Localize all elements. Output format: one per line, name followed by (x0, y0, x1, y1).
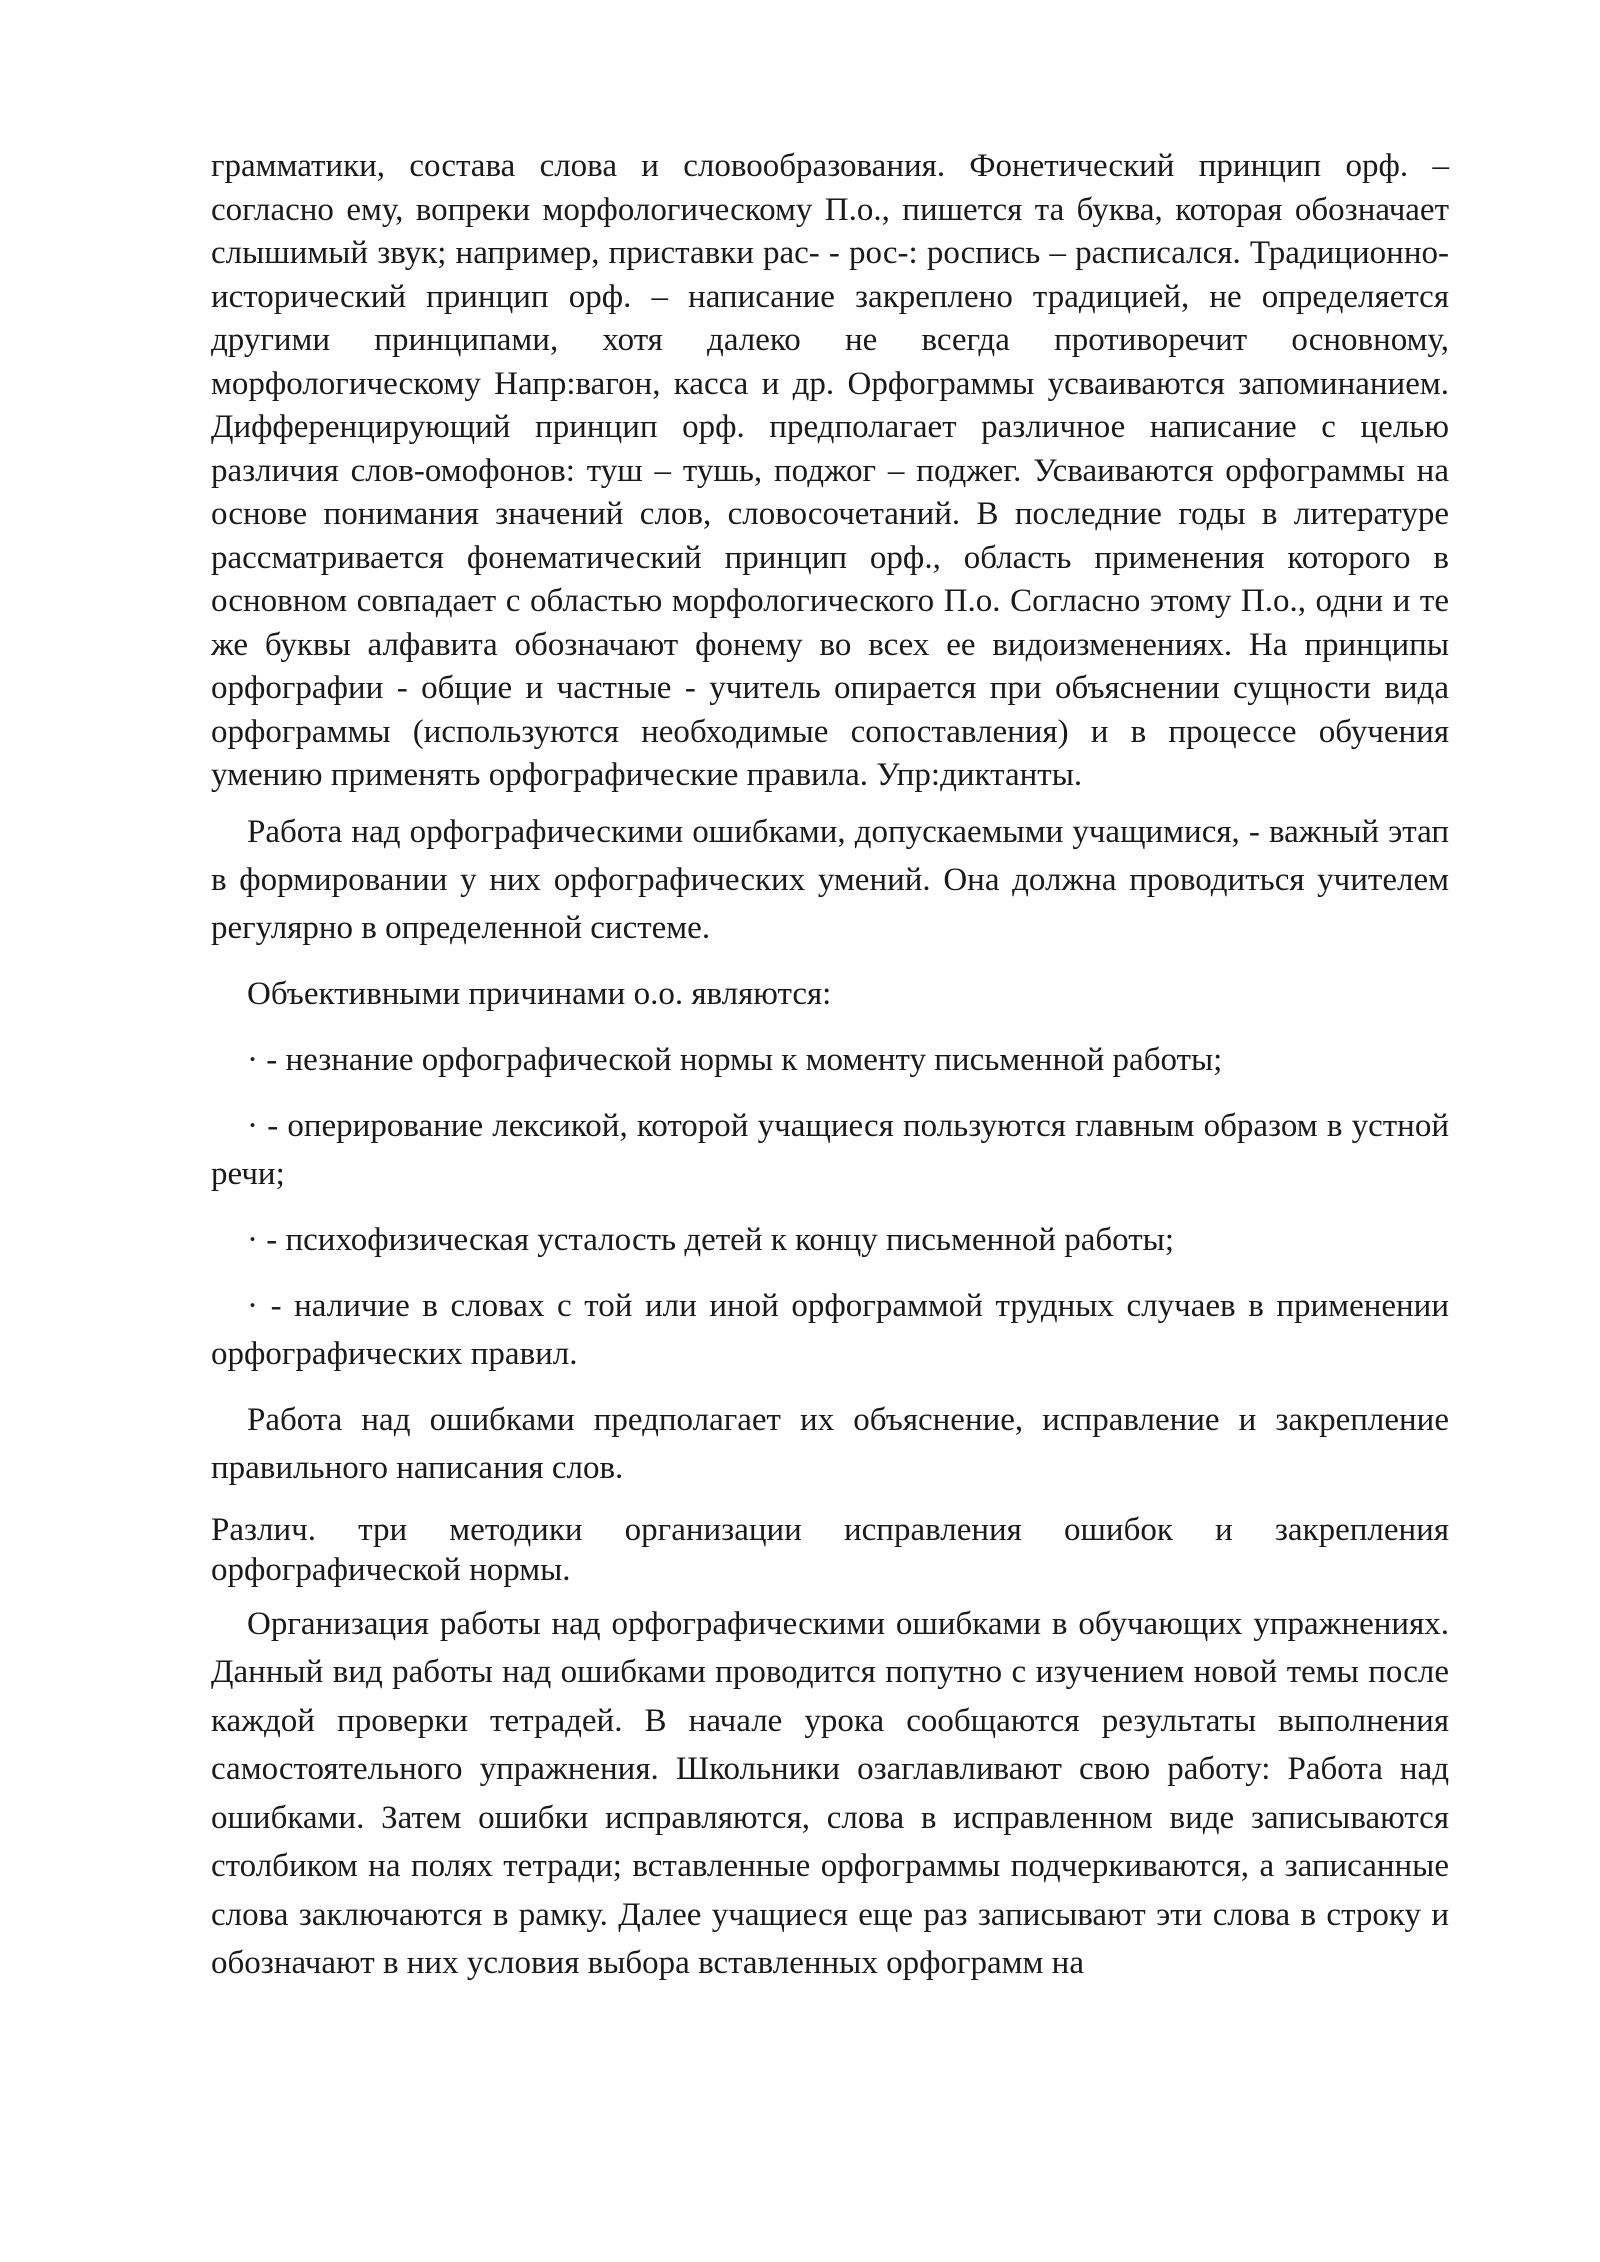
list-item-cause-1: · - незнание орфографической нормы к моменту письменной работы; (247, 1041, 1223, 1078)
list-item-cause-3: · - психофизическая усталость детей к концу письменной работы; (247, 1221, 1174, 1258)
document-page (211, 145, 1449, 1988)
list-item-cause-2: · - оперирование лексикой, которой учащиеся пользуются главным образом в устной речи; (211, 1107, 1449, 1192)
paragraph-error-correction: Работа над ошибками предполагает их объяснение, исправление и закрепление правильного написания слов. (211, 1401, 1449, 1486)
paragraph-error-work: Работа над орфографическими ошибками, допускаемыми учащимися, - важный этап в формировании у них орфографических умений. Она должна проводиться учителем регулярно в определенной системе. (211, 813, 1449, 946)
paragraph-three-methods: Различ. три методики организации исправления ошибок и закрепления орфографической нормы. (211, 1511, 1449, 1588)
list-item-cause-4: · - наличие в словах с той или иной орфограммой трудных случаев в применении орфографических правил. (211, 1287, 1449, 1372)
paragraph-principles: грамматики, состава слова и словообразования. Фонетический принцип орф. – согласно ему, вопреки морфологическому П.о., пишется та буква, которая обозначает слышимый звук; например, приставки рас- - рос-: роспись – расписался. Традиционно-исторический принцип орф. – написание закреплено традицией, не определяется другими принципами, хотя далеко не всегда противоречит основному, морфологическому Напр:вагон, касса и др. Орфограммы усваиваются запоминанием. Дифференцирующий принцип орф. предполагает различное написание с целью различия слов-омофонов: туш – тушь, поджог – поджег. Усваиваются орфограммы на основе понимания значений слов, словосочетаний. В последние годы в литературе рассматривается фонематический принцип орф., область применения которого в основном совпадает с областью морфологического П.о. Согласно этому П.о., одни и те же буквы алфавита обозначают фонему во всех ее видоизменениях. На принципы орфографии - общие и частные - учитель опирается при объяснении сущности вида орфограммы (используются необходимые сопоставления) и в процессе обучения умению применять орфографические правила. Упр:диктанты. (211, 148, 1449, 793)
paragraph-organization: Организация работы над орфографическими ошибками в обучающих упражнениях. Данный вид работы над ошибками проводится попутно с изучением новой темы после каждой проверки тетрадей. В начале урока сообщаются результаты выполнения самостоятельного упражнения. Школьники озаглавливают свою работу: Работа над ошибками. Затем ошибки исправляются, слова в исправленном виде записываются столбиком на полях тетради; вставленные орфограммы подчеркиваются, а записанные слова заключаются в рамку. Далее учащиеся еще раз записывают эти слова в строку и обозначают в них условия выбора вставленных орфограмм на (211, 1605, 1449, 1981)
paragraph-objective-causes: Объективными причинами о.о. являются: (247, 975, 832, 1012)
